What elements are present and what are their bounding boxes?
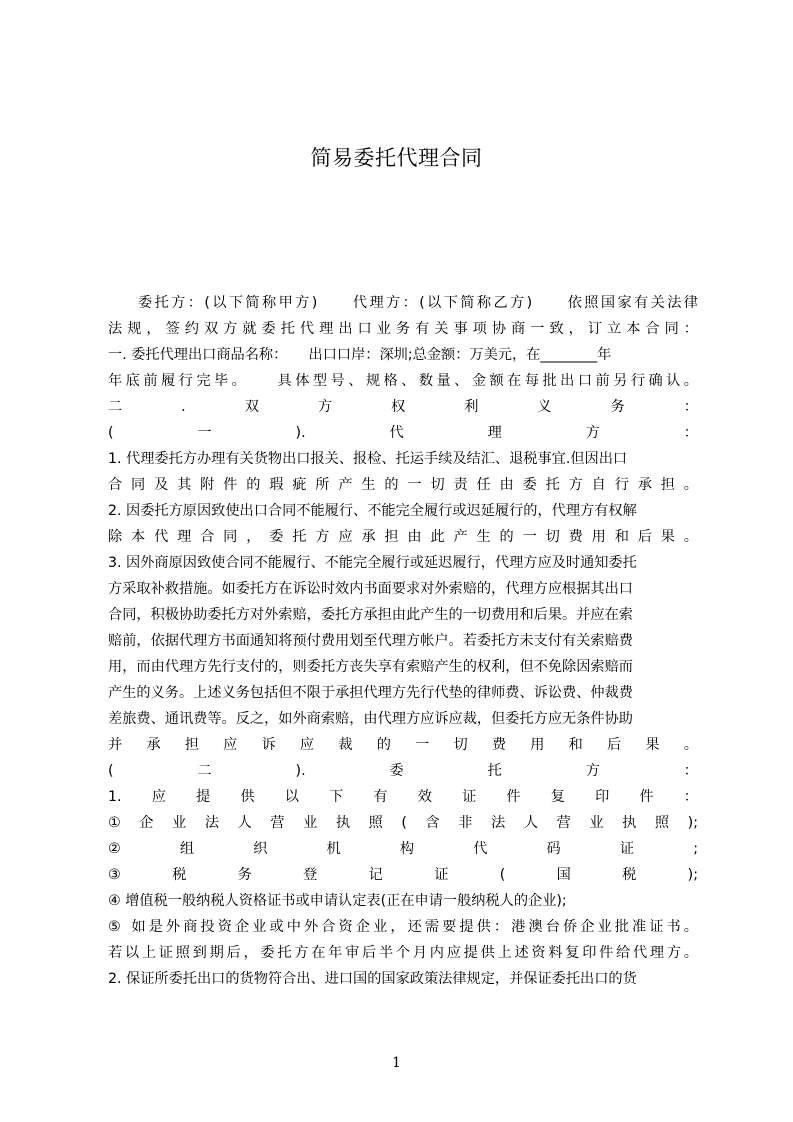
- body-line: 二.双方权利义务：: [108, 399, 698, 415]
- body-line: 年底前履行完毕。 具体型号、规格、数量、金额在每批出口前另行确认。: [108, 373, 698, 389]
- body-line: 产生的义务。上述义务包括但不限于承担代理方先行代垫的律师费、诉讼费、仲裁费: [108, 685, 633, 701]
- body-line: 3. 因外商原因致使合同不能履行、不能完全履行或延迟履行，代理方应及时通知委托: [108, 555, 637, 571]
- body-line: 用，而由代理方先行支付的，则委托方丧失享有索赔产生的权利，但不免除因索赔而: [108, 659, 633, 675]
- body-line: ③税务登记证(国税);: [108, 867, 698, 883]
- body-line: 赔前，依据代理方书面通知将预付费用划至代理方帐户。若委托方未支付有关索赔费: [108, 633, 633, 649]
- body-line: 1.应提供以下有效证件复印件：: [108, 789, 698, 805]
- body-line: 合同，积极协助委托方对外索赔，委托方承担由此产生的一切费用和后果。并应在索: [108, 607, 633, 623]
- body-line: 并承担应诉应裁的一切费用和后果。: [108, 737, 698, 753]
- body-line: 2. 因委托方原因致使出口合同不能履行、不能完全履行或迟延履行的，代理方有权解: [108, 503, 637, 519]
- body-line: 方采取补救措施。如委托方在诉讼时效内书面要求对外索赔的，代理方应根据其出口: [108, 581, 633, 597]
- body-line: ②组织机构代码证;: [108, 841, 698, 857]
- body-line: 委托方：(以下简称甲方) 代理方：(以下简称乙方) 依照国家有关法律: [138, 295, 698, 311]
- body-line: 合同及其附件的瑕疵所产生的一切责任由委托方自行承担。: [108, 477, 698, 493]
- body-line: 若以上证照到期后，委托方在年审后半个月内应提供上述资料复印件给代理方。: [108, 945, 698, 961]
- contract-body: [108, 290, 698, 992]
- body-line: ①企业法人营业执照(含非法人营业执照);: [108, 815, 698, 831]
- body-line: 一. 委托代理出口商品名称： 出口口岸：深圳;总金额：万美元，在________年: [108, 347, 612, 363]
- body-line: (一).代理方：: [108, 425, 698, 441]
- body-line: ⑤ 如是外商投资企业或中外合资企业，还需要提供：港澳台侨企业批准证书。: [108, 919, 698, 935]
- document-title: 简易委托代理合同: [310, 146, 483, 170]
- body-line: 差旅费、通讯费等。反之，如外商索赔，由代理方应诉应裁，但委托方应无条件协助: [108, 711, 633, 727]
- body-line: 1. 代理委托方办理有关货物出口报关、报检、托运手续及结汇、退税事宜.但因出口: [108, 451, 628, 467]
- body-line: 除本代理合同，委托方应承担由此产生的一切费用和后果。: [108, 529, 698, 545]
- body-line: (二).委托方：: [108, 763, 698, 779]
- body-line: 法规，签约双方就委托代理出口业务有关事项协商一致，订立本合同：: [108, 321, 698, 337]
- body-line: ④ 增值税一般纳税人资格证书或申请认定表(正在申请一般纳税人的企业);: [108, 893, 567, 909]
- body-line: 2. 保证所委托出口的货物符合出、进口国的国家政策法律规定，并保证委托出口的货: [108, 971, 637, 987]
- page-number: 1: [392, 1055, 401, 1071]
